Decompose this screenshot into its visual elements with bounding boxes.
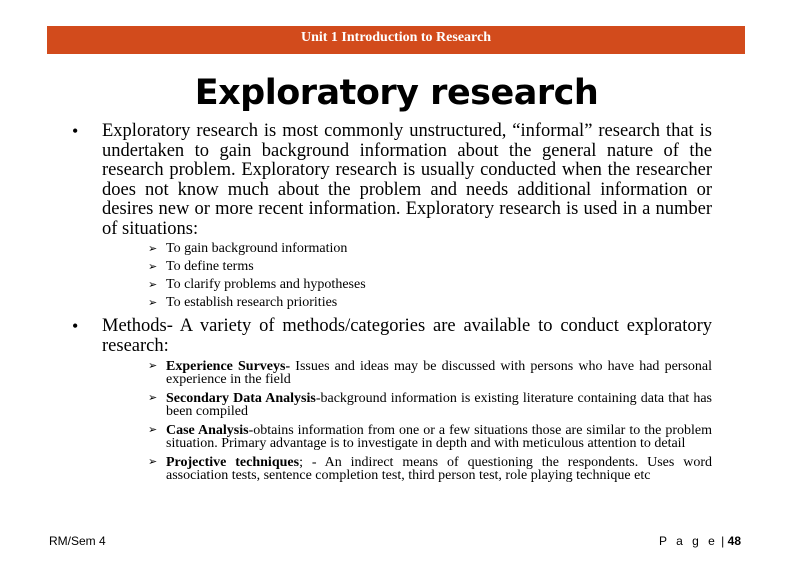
situation-text: To gain background information [166, 241, 348, 256]
page-number: 48 [727, 534, 741, 548]
list-item [148, 456, 712, 482]
list-item [148, 424, 712, 450]
list-item [148, 360, 712, 386]
slide-content [72, 122, 712, 488]
situation-text: To clarify problems and hypotheses [166, 277, 366, 292]
list-item [148, 276, 712, 294]
bullet-definition [72, 122, 712, 312]
arrow-bullet-icon: ➢ [148, 424, 158, 436]
list-item [148, 392, 712, 418]
bullet-dot-icon: • [72, 316, 79, 336]
footer-course: RM/Sem 4 [49, 534, 106, 548]
methods-paragraph: Methods- A variety of methods/categories are available to conduct exploratory research: [102, 316, 712, 356]
arrow-bullet-icon: ➢ [148, 279, 158, 291]
list-item [148, 240, 712, 258]
method-desc: -background information is existing literature containing data that has been compiled [166, 391, 712, 419]
list-item [148, 258, 712, 276]
situations-list [102, 240, 712, 312]
method-term: Experience Surveys- [166, 359, 291, 374]
method-desc: ; - An indirect means of questioning the respondents. Uses word association tests, sentence completion test, third person test, role playing technique etc [166, 455, 712, 483]
arrow-bullet-icon: ➢ [148, 456, 158, 468]
method-term: Case Analysis [166, 423, 249, 438]
list-item [148, 294, 712, 312]
arrow-bullet-icon: ➢ [148, 297, 158, 309]
arrow-bullet-icon: ➢ [148, 261, 158, 273]
definition-paragraph: Exploratory research is most commonly unstructured, “informal” research that is undertaken to gain background information about the general nature of the research problem. Exploratory research is usually conducted when the researcher does not know much about the problem and needs additional information or desires new or more recent information. Exploratory research is used in a number of situations: [102, 121, 712, 239]
page-label: P a g e [659, 534, 718, 548]
footer-page [659, 534, 741, 548]
situation-text: To establish research priorities [166, 295, 338, 310]
arrow-bullet-icon: ➢ [148, 392, 158, 404]
situation-text: To define terms [166, 259, 254, 274]
arrow-bullet-icon: ➢ [148, 360, 158, 372]
page-separator: | [721, 534, 725, 548]
bullet-dot-icon: • [72, 121, 79, 141]
method-desc: -obtains information from one or a few situations those are similar to the problem situation. Primary advantage is to investigate in depth and with meticulous attention to detail [166, 423, 712, 451]
method-desc: Issues and ideas may be discussed with persons who have had personal experience in the field [166, 359, 712, 387]
method-term: Projective techniques [166, 455, 300, 470]
slide-title: Exploratory research [194, 73, 599, 113]
method-term: Secondary Data Analysis [166, 391, 316, 406]
bullet-methods [72, 317, 712, 482]
arrow-bullet-icon: ➢ [148, 243, 158, 255]
methods-list [102, 360, 712, 482]
unit-title: Unit 1 Introduction to Research [300, 30, 492, 45]
